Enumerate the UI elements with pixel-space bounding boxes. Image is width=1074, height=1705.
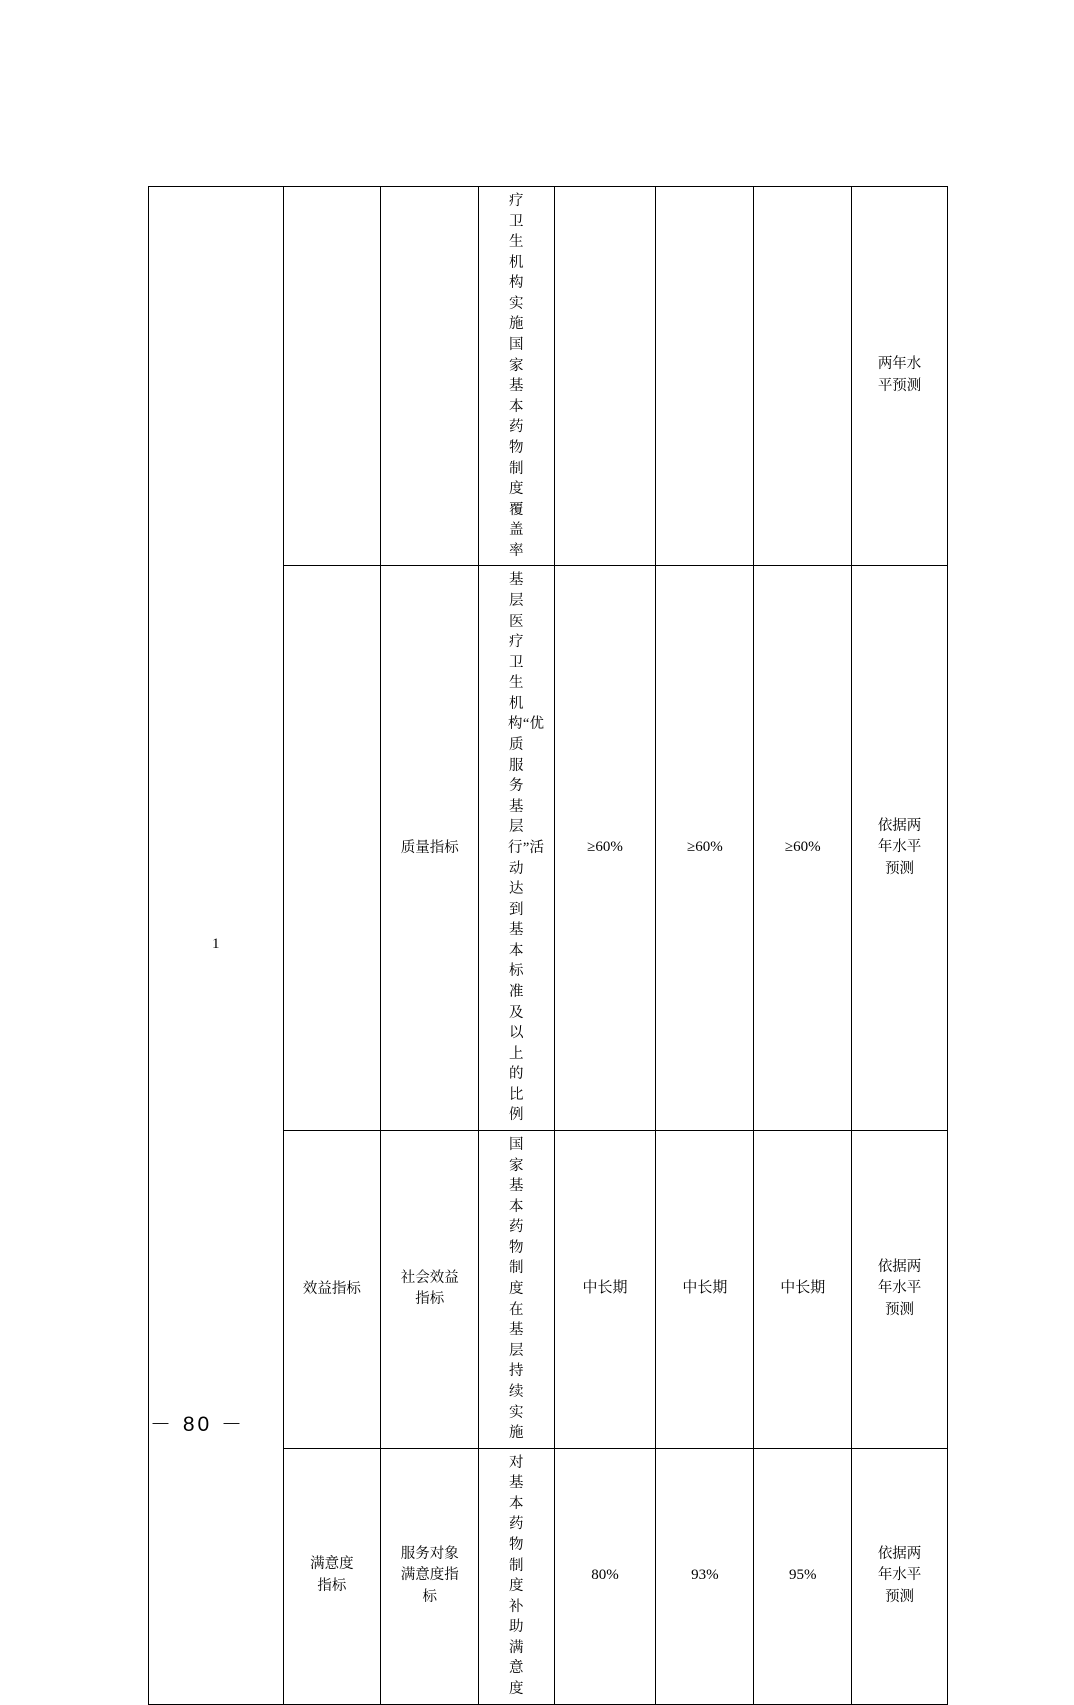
level2-cell-1: [381, 187, 479, 566]
value2-cell-1: [656, 187, 754, 566]
level2-text-4: 服务对象满意度指标: [400, 1545, 459, 1606]
level2-text-3: 社会效益指标: [400, 1269, 459, 1308]
level1-cell-1: [283, 187, 381, 566]
indicator-cell-3: [479, 1131, 554, 1449]
value2-cell-4: 93%: [656, 1448, 754, 1704]
basis-cell-1: [852, 187, 948, 566]
indicator-cell-2: [479, 566, 554, 1131]
basis-text-2: 依据两年水平预测: [877, 817, 922, 878]
basis-text-1: 两年水平预测: [877, 356, 922, 395]
value3-cell-3: 中长期: [754, 1131, 852, 1449]
basis-text-4: 依据两年水平预测: [877, 1545, 922, 1606]
value2-cell-2: ≥60%: [656, 566, 754, 1131]
page-number: － 80 －: [150, 1413, 246, 1436]
level2-cell-3: [381, 1131, 479, 1449]
basis-cell-4: [852, 1448, 948, 1704]
indicator-text-3: 国家基本药物制度在基层持续实施: [508, 1137, 524, 1442]
value2-cell-3: 中长期: [656, 1131, 754, 1449]
level1-text-4: 满意度指标: [310, 1556, 354, 1595]
value3-cell-2: ≥60%: [754, 566, 852, 1131]
indicator-text-4: 对基本药物制度补助满意度: [508, 1454, 524, 1698]
indicator-text-1: 疗卫生机构实施国家基本药物制度覆盖率: [508, 193, 524, 559]
row-number-cell: 1: [149, 187, 284, 1705]
level2-cell-2: 质量指标: [381, 566, 479, 1131]
indicator-text-2: 基层医疗卫生机构“优质服务基层行”活动达到基本标准及以上的比例: [508, 572, 545, 1124]
level1-cell-3: 效益指标: [283, 1131, 381, 1449]
basis-text-3: 依据两年水平预测: [877, 1258, 922, 1319]
indicator-cell-4: [479, 1448, 554, 1704]
level2-cell-4: [381, 1448, 479, 1704]
value1-cell-2: ≥60%: [554, 566, 656, 1131]
value3-cell-1: [754, 187, 852, 566]
value1-cell-1: [554, 187, 656, 566]
metrics-table: [148, 186, 948, 1705]
metrics-table-container: [148, 186, 948, 1705]
value1-cell-3: 中长期: [554, 1131, 656, 1449]
indicator-cell-1: [479, 187, 554, 566]
level1-cell-4: [283, 1448, 381, 1704]
table-row: [149, 187, 948, 566]
level1-cell-2: [283, 566, 381, 1131]
basis-cell-2: [852, 566, 948, 1131]
value3-cell-4: 95%: [754, 1448, 852, 1704]
value1-cell-4: 80%: [554, 1448, 656, 1704]
basis-cell-3: [852, 1131, 948, 1449]
